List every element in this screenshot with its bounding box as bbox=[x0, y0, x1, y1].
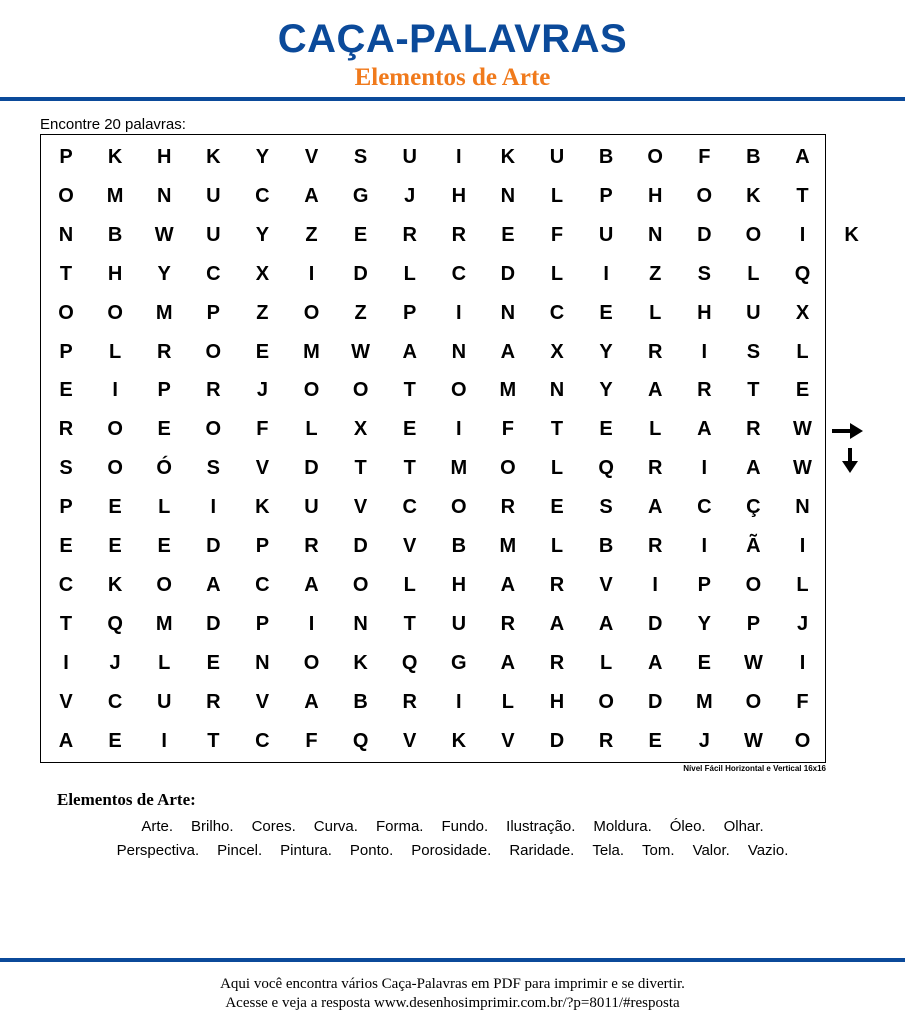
grid-letter: E bbox=[353, 223, 368, 246]
grid-letter: V bbox=[255, 457, 270, 480]
grid-letter: I bbox=[112, 379, 118, 402]
grid-letter: E bbox=[108, 496, 122, 519]
word-list-line-2 bbox=[0, 841, 905, 861]
grid-letter: K bbox=[746, 184, 761, 207]
grid-letter: L bbox=[108, 340, 122, 363]
grid-letter: A bbox=[647, 496, 663, 519]
grid-letter: M bbox=[499, 535, 517, 557]
bottom-divider bbox=[0, 958, 905, 962]
grid-letter: F bbox=[796, 690, 809, 713]
grid-letter: D bbox=[304, 457, 319, 480]
grid-letter: H bbox=[697, 301, 712, 324]
grid-letter: Z bbox=[354, 301, 367, 324]
word-list-item: Curva. bbox=[313, 818, 358, 835]
grid-letter: P bbox=[59, 496, 73, 519]
grid-letter: Z bbox=[256, 301, 269, 324]
grid-letter: I bbox=[603, 262, 609, 285]
grid-letter: W bbox=[743, 729, 763, 752]
grid-letter: R bbox=[598, 729, 614, 752]
grid-letter: K bbox=[206, 146, 221, 168]
grid-letter: B bbox=[451, 535, 467, 557]
grid-letter: O bbox=[205, 418, 222, 441]
grid-letter: R bbox=[647, 457, 663, 480]
grid-letter: W bbox=[154, 223, 174, 246]
grid-letter: F bbox=[550, 223, 564, 246]
grid-letter: E bbox=[501, 223, 515, 246]
word-list-item: Ponto. bbox=[349, 842, 394, 859]
grid-letter: O bbox=[303, 379, 320, 402]
grid-letter: O bbox=[205, 340, 222, 363]
word-list-item: Brilho. bbox=[191, 818, 234, 835]
grid-letter: A bbox=[58, 729, 74, 752]
grid-letter: M bbox=[106, 184, 124, 207]
grid-letter: Ã bbox=[746, 535, 761, 557]
grid-letter: E bbox=[157, 535, 171, 557]
grid-letter: A bbox=[402, 340, 417, 363]
grid-letter: A bbox=[500, 340, 516, 363]
grid-letter: C bbox=[206, 262, 221, 285]
grid-letter: O bbox=[451, 379, 467, 402]
grid-letter: L bbox=[550, 262, 564, 285]
grid-letter: P bbox=[746, 612, 761, 635]
grid-letter: D bbox=[206, 612, 221, 635]
grid-letter: Q bbox=[401, 651, 418, 674]
footer-line-2: Acesse e veja a resposta www.desenhosimprimir.com.br/?p=8011/#resposta bbox=[225, 995, 680, 1011]
grid-letter: S bbox=[59, 457, 73, 480]
grid-letter: V bbox=[599, 573, 613, 596]
grid-letter: P bbox=[599, 184, 613, 207]
grid-letter: O bbox=[647, 146, 663, 168]
grid-letter: M bbox=[155, 612, 173, 635]
grid-letter: A bbox=[500, 573, 516, 596]
grid-letter: X bbox=[255, 262, 270, 285]
grid-letter: E bbox=[648, 729, 662, 752]
grid-letter: O bbox=[107, 418, 123, 441]
grid-letter: O bbox=[745, 690, 762, 713]
word-list-item: Tela. bbox=[592, 842, 625, 859]
grid-letter: I bbox=[308, 262, 315, 285]
page-title: CAÇA-PALAVRAS bbox=[277, 17, 628, 61]
grid-letter: I bbox=[701, 340, 708, 363]
grid-letter: R bbox=[402, 223, 417, 246]
word-list-item: Fundo. bbox=[441, 818, 489, 835]
grid-letter: D bbox=[353, 262, 368, 285]
grid-letter: I bbox=[701, 457, 708, 480]
grid-letter: H bbox=[107, 262, 123, 285]
grid-letter: C bbox=[107, 690, 123, 713]
grid-letter: H bbox=[549, 690, 565, 713]
grid-letter: L bbox=[747, 262, 760, 285]
grid-letter: B bbox=[598, 535, 614, 557]
grid-letter: R bbox=[697, 379, 712, 402]
grid-letter: O bbox=[156, 573, 172, 596]
grid-letter: F bbox=[256, 418, 269, 441]
grid-letter: T bbox=[403, 612, 416, 635]
grid-letter: N bbox=[549, 379, 565, 402]
grid-letter: V bbox=[501, 729, 515, 752]
grid-letter: M bbox=[695, 690, 713, 713]
grid-letter: V bbox=[353, 496, 368, 519]
grid-letter: Y bbox=[697, 612, 711, 635]
grid-letter: D bbox=[697, 223, 712, 246]
grid-letter: Z bbox=[649, 262, 662, 285]
grid-letter: I bbox=[799, 651, 806, 674]
grid-letter: C bbox=[255, 729, 270, 752]
grid-letter: N bbox=[500, 184, 516, 207]
grid-letter: O bbox=[303, 301, 320, 324]
grid-letter: D bbox=[549, 729, 565, 752]
grid-letter: H bbox=[156, 146, 172, 168]
grid-letter: L bbox=[796, 340, 809, 363]
grid-letter: P bbox=[157, 379, 171, 402]
grid-letter: B bbox=[598, 146, 614, 168]
grid-letter: U bbox=[549, 146, 565, 168]
grid-letter: E bbox=[599, 418, 613, 441]
grid-letter: J bbox=[109, 651, 121, 674]
grid-letter: E bbox=[59, 379, 73, 402]
grid-letter: E bbox=[550, 496, 564, 519]
grid-letter: I bbox=[308, 612, 315, 635]
grid-letter: L bbox=[550, 184, 564, 207]
grid-letter: L bbox=[158, 651, 171, 674]
grid-letter: M bbox=[450, 457, 468, 480]
grid-letter: I bbox=[456, 301, 462, 324]
grid-letter: I bbox=[63, 651, 69, 674]
grid-letter: R bbox=[549, 651, 565, 674]
grid-letter: A bbox=[647, 651, 663, 674]
grid-letter: D bbox=[500, 262, 516, 285]
grid-letter: O bbox=[451, 496, 467, 519]
grid-letter: I bbox=[161, 729, 167, 752]
grid-letter: F bbox=[698, 146, 711, 168]
word-list-item: Pincel. bbox=[217, 842, 263, 859]
grid-letter: U bbox=[304, 496, 319, 519]
grid-letter: R bbox=[647, 340, 663, 363]
grid-letter: R bbox=[304, 535, 319, 557]
grid-letter: N bbox=[353, 612, 368, 635]
grid-letter: I bbox=[210, 496, 217, 519]
grid-letter: Y bbox=[599, 340, 613, 363]
grid-letter: C bbox=[255, 184, 270, 207]
grid-letter: I bbox=[652, 573, 658, 596]
grid-letter: K bbox=[500, 146, 516, 168]
grid-letter: L bbox=[501, 690, 514, 713]
grid-letter: V bbox=[304, 146, 319, 168]
grid-letter: M bbox=[155, 301, 173, 324]
word-list-item: Forma. bbox=[375, 818, 424, 835]
grid-letter: W bbox=[351, 340, 371, 363]
grid-letter: A bbox=[647, 379, 663, 402]
grid-letter: A bbox=[304, 184, 319, 207]
grid-letter: K bbox=[107, 146, 123, 168]
grid-letter: P bbox=[206, 301, 220, 324]
grid-letter: T bbox=[59, 262, 73, 285]
grid-letter: O bbox=[58, 184, 74, 207]
grid-letter: J bbox=[404, 184, 416, 207]
grid-letter: I bbox=[799, 535, 806, 557]
grid-letter: W bbox=[743, 651, 763, 674]
grid-letter: S bbox=[599, 496, 613, 519]
grid-letter: P bbox=[697, 573, 711, 596]
grid-letter: X bbox=[550, 340, 564, 363]
grid-letter: O bbox=[745, 223, 762, 246]
grid-letter: O bbox=[500, 457, 516, 480]
grid-letter: D bbox=[206, 535, 221, 557]
grid-letter: N bbox=[647, 223, 663, 246]
word-list-item: Pintura. bbox=[280, 842, 332, 859]
grid-letter: W bbox=[793, 418, 812, 441]
grid-letter: P bbox=[59, 146, 73, 168]
grid-letter: D bbox=[353, 535, 368, 557]
grid-letter: K bbox=[451, 729, 467, 752]
grid-letter: O bbox=[352, 573, 369, 596]
grid-letter: Y bbox=[599, 379, 613, 402]
grid-letter: H bbox=[451, 184, 467, 207]
grid-letter: K bbox=[844, 223, 859, 246]
grid-letter: A bbox=[697, 418, 712, 441]
grid-letter: N bbox=[156, 184, 172, 207]
grid-letter: E bbox=[795, 379, 810, 402]
grid-letter: O bbox=[696, 184, 713, 207]
grid-letter: S bbox=[697, 262, 711, 285]
grid-letter: O bbox=[107, 457, 123, 480]
grid-letter: A bbox=[549, 612, 565, 635]
grid-letter: Q bbox=[107, 612, 123, 635]
grid-letter: N bbox=[451, 340, 467, 363]
grid-letter: T bbox=[796, 184, 809, 207]
grid-letter: C bbox=[451, 262, 467, 285]
grid-letter: C bbox=[697, 496, 712, 519]
grid-letter: O bbox=[598, 690, 614, 713]
grid-letter: L bbox=[649, 418, 662, 441]
word-list-item: Óleo. bbox=[669, 818, 706, 835]
grid-letter: N bbox=[500, 301, 516, 324]
grid-letter: G bbox=[451, 651, 467, 674]
grid-letter: Y bbox=[157, 262, 171, 285]
grid-letter: E bbox=[206, 651, 220, 674]
grid-letter: S bbox=[746, 340, 761, 363]
grid-letter: U bbox=[206, 223, 221, 246]
grid-letter: Q bbox=[352, 729, 369, 752]
page-subtitle: Elementos de Arte bbox=[354, 64, 551, 91]
grid-letter: A bbox=[304, 573, 319, 596]
grid-letter: S bbox=[353, 146, 368, 168]
grid-letter: B bbox=[107, 223, 123, 246]
word-list-item: Olhar. bbox=[723, 818, 764, 835]
grid-letter: A bbox=[304, 690, 319, 713]
grid-letter: Q bbox=[598, 457, 614, 480]
word-list-item: Porosidade. bbox=[411, 842, 492, 859]
grid-letter: C bbox=[549, 301, 565, 324]
grid-letter: S bbox=[206, 457, 220, 480]
word-list-title: Elementos de Arte: bbox=[57, 790, 196, 809]
level-note: Nível Fácil Horizontal e Vertical 16x16 bbox=[683, 764, 826, 773]
grid-letter: A bbox=[746, 457, 761, 480]
grid-letter: A bbox=[795, 146, 810, 168]
grid-letter: K bbox=[107, 573, 123, 596]
grid-letter: V bbox=[403, 535, 417, 557]
grid-letter: R bbox=[746, 418, 761, 441]
grid-letter: A bbox=[500, 651, 516, 674]
grid-letter: I bbox=[701, 535, 708, 557]
word-list-item: Vazio. bbox=[747, 842, 789, 859]
grid-letter: U bbox=[598, 223, 614, 246]
grid-letter: I bbox=[456, 418, 462, 441]
grid-letter: Y bbox=[255, 146, 270, 168]
grid-letter: U bbox=[746, 301, 761, 324]
word-list-item: Cores. bbox=[251, 818, 296, 835]
grid-letter: E bbox=[403, 418, 417, 441]
grid-letter: G bbox=[352, 184, 369, 207]
footer-line-1: Aqui você encontra vários Caça-Palavras em PDF para imprimir e se divertir. bbox=[220, 976, 685, 992]
grid-letter: R bbox=[647, 535, 663, 557]
grid-letter: W bbox=[793, 457, 812, 480]
grid-letter: U bbox=[156, 690, 172, 713]
grid-letter: H bbox=[647, 184, 663, 207]
grid-letter: T bbox=[59, 612, 73, 635]
grid-letter: M bbox=[499, 379, 517, 402]
grid-letter: R bbox=[451, 223, 467, 246]
grid-letter: R bbox=[206, 690, 221, 713]
grid-letter: E bbox=[108, 729, 122, 752]
grid-letter: P bbox=[59, 340, 73, 363]
grid-letter: L bbox=[305, 418, 318, 441]
grid-letter: E bbox=[255, 340, 270, 363]
grid-letter: P bbox=[255, 612, 270, 635]
grid-letter: L bbox=[550, 457, 564, 480]
word-list-item: Raridade. bbox=[509, 842, 575, 859]
grid-letter: L bbox=[403, 573, 416, 596]
grid-letter: T bbox=[550, 418, 564, 441]
grid-letter: U bbox=[402, 146, 417, 168]
grid-letter: L bbox=[403, 262, 416, 285]
word-list-item: Ilustração. bbox=[506, 818, 576, 835]
grid-letter: L bbox=[649, 301, 662, 324]
grid-letter: C bbox=[402, 496, 417, 519]
grid-letter: E bbox=[157, 418, 171, 441]
grid-letter: T bbox=[354, 457, 367, 480]
grid-letter: F bbox=[501, 418, 514, 441]
grid-letter: J bbox=[796, 612, 809, 635]
grid-letter: R bbox=[206, 379, 221, 402]
arrow-down-icon bbox=[841, 448, 859, 474]
word-list-item: Tom. bbox=[642, 842, 675, 859]
grid-letter: T bbox=[747, 379, 760, 402]
grid-letter: C bbox=[58, 573, 74, 596]
grid-letter: P bbox=[255, 535, 270, 557]
grid-letter: O bbox=[745, 573, 762, 596]
word-list-line-1 bbox=[0, 817, 905, 837]
grid-letter: R bbox=[402, 690, 417, 713]
word-list-item: Arte. bbox=[141, 818, 174, 835]
grid-letter: R bbox=[549, 573, 565, 596]
grid-letter: F bbox=[305, 729, 318, 752]
grid-letter: V bbox=[59, 690, 73, 713]
word-list-item: Valor. bbox=[692, 842, 730, 859]
grid-letter: R bbox=[58, 418, 74, 441]
top-divider bbox=[0, 97, 905, 101]
grid-letter: D bbox=[647, 690, 663, 713]
grid-letter: L bbox=[599, 651, 613, 674]
grid-letter: J bbox=[256, 379, 268, 402]
grid-letter: A bbox=[598, 612, 614, 635]
grid-letter: Q bbox=[794, 262, 811, 285]
grid-letter: A bbox=[206, 573, 221, 596]
grid-letter: K bbox=[255, 496, 270, 519]
grid-letter: R bbox=[500, 612, 516, 635]
grid-letter: P bbox=[403, 301, 417, 324]
grid-letter: X bbox=[353, 418, 368, 441]
grid-letter: N bbox=[795, 496, 810, 519]
grid-letter: B bbox=[353, 690, 368, 713]
word-list-item: Perspectiva. bbox=[116, 842, 200, 859]
grid-letter: C bbox=[255, 573, 270, 596]
grid-letter: O bbox=[107, 301, 123, 324]
grid-letter: N bbox=[58, 223, 74, 246]
grid-letter: J bbox=[698, 729, 710, 752]
grid-letter: E bbox=[697, 651, 711, 674]
grid-letter: H bbox=[451, 573, 467, 596]
grid-letter: R bbox=[500, 496, 516, 519]
grid-letter: O bbox=[303, 651, 320, 674]
grid-letter: Ó bbox=[156, 457, 172, 480]
grid-letter: X bbox=[795, 301, 810, 324]
grid-letter: L bbox=[550, 535, 564, 557]
grid-letter: T bbox=[207, 729, 220, 752]
word-list-item: Moldura. bbox=[593, 818, 652, 835]
grid-letter: R bbox=[156, 340, 172, 363]
grid-letter: E bbox=[59, 535, 73, 557]
grid-letter: D bbox=[647, 612, 663, 635]
grid-letter: I bbox=[456, 690, 462, 713]
grid-letter: I bbox=[456, 146, 462, 168]
grid-letter: N bbox=[255, 651, 270, 674]
grid-letter: V bbox=[255, 690, 270, 713]
grid-letter: U bbox=[451, 612, 467, 635]
grid-letter: T bbox=[403, 457, 416, 480]
grid-letter: O bbox=[794, 729, 811, 752]
word-search-grid bbox=[40, 134, 859, 763]
grid-letter: Z bbox=[305, 223, 318, 246]
grid-letter: L bbox=[158, 496, 171, 519]
instruction-text: Encontre 20 palavras: bbox=[40, 116, 186, 133]
grid-letter: T bbox=[403, 379, 416, 402]
grid-letter: Ç bbox=[746, 496, 761, 519]
grid-letter: K bbox=[353, 651, 368, 674]
grid-letter: Y bbox=[255, 223, 270, 246]
grid-letter: B bbox=[746, 146, 761, 168]
arrow-right-icon bbox=[832, 422, 864, 440]
grid-letter: L bbox=[796, 573, 809, 596]
grid-letter: I bbox=[799, 223, 806, 246]
grid-letter: M bbox=[303, 340, 320, 363]
grid-letter: U bbox=[206, 184, 221, 207]
grid-letter: E bbox=[599, 301, 613, 324]
grid-letter: E bbox=[108, 535, 122, 557]
grid-letter: O bbox=[352, 379, 369, 402]
grid-letter: O bbox=[58, 301, 74, 324]
grid-letter: V bbox=[403, 729, 417, 752]
